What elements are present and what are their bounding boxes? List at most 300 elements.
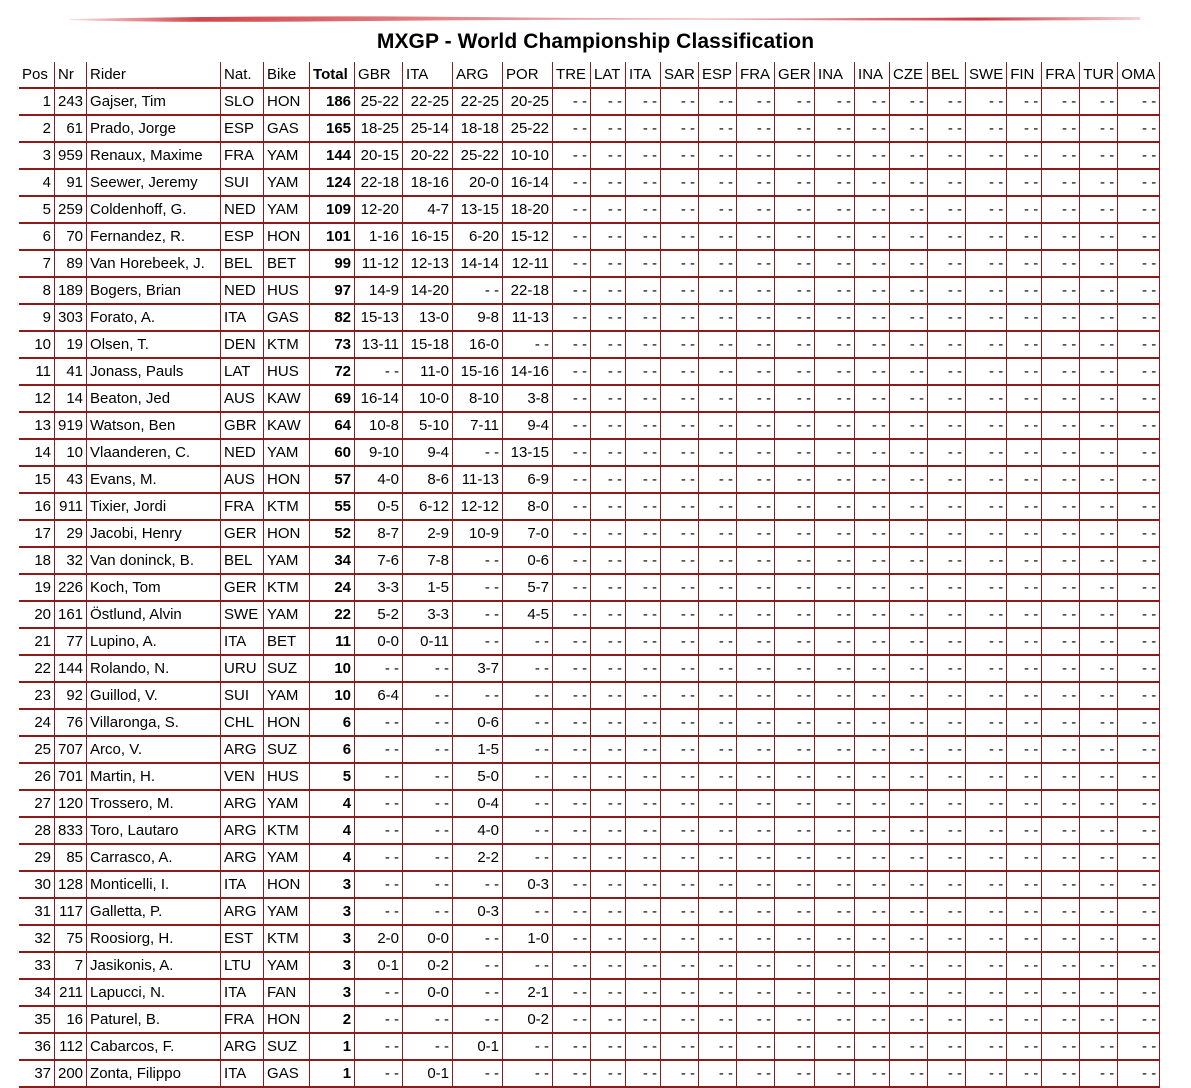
col-total: Total bbox=[310, 62, 355, 89]
table-row bbox=[19, 359, 1160, 386]
pos-cell: 10 bbox=[19, 332, 55, 359]
result-cell: - - bbox=[591, 116, 626, 143]
table-row bbox=[19, 197, 1160, 224]
result-cell: - - bbox=[591, 278, 626, 305]
result-cell: - - bbox=[1007, 251, 1042, 278]
result-cell: - - bbox=[453, 278, 503, 305]
result-cell: - - bbox=[1007, 197, 1042, 224]
result-cell: - - bbox=[928, 926, 966, 953]
result-cell: - - bbox=[626, 359, 661, 386]
rider-cell: Guillod, V. bbox=[87, 683, 221, 710]
result-cell: 22-25 bbox=[453, 89, 503, 116]
result-cell: - - bbox=[1118, 845, 1160, 872]
result-cell: - - bbox=[737, 818, 775, 845]
result-cell: - - bbox=[699, 1007, 737, 1034]
result-cell: - - bbox=[855, 791, 890, 818]
result-cell: - - bbox=[815, 629, 855, 656]
result-cell: - - bbox=[890, 224, 928, 251]
result-cell: - - bbox=[815, 305, 855, 332]
result-cell: - - bbox=[591, 440, 626, 467]
rider-cell: Arco, V. bbox=[87, 737, 221, 764]
col-gp-lat: LAT bbox=[591, 62, 626, 89]
number-cell: 41 bbox=[55, 359, 87, 386]
result-cell: - - bbox=[699, 359, 737, 386]
bike-cell: HUS bbox=[264, 359, 310, 386]
result-cell: - - bbox=[1042, 980, 1080, 1007]
result-cell: - - bbox=[855, 737, 890, 764]
result-cell: - - bbox=[699, 683, 737, 710]
result-cell: - - bbox=[1042, 143, 1080, 170]
result-cell: - - bbox=[403, 1034, 453, 1061]
result-cell: - - bbox=[553, 602, 591, 629]
bike-cell: GAS bbox=[264, 1061, 310, 1088]
result-cell: - - bbox=[626, 1007, 661, 1034]
result-cell: - - bbox=[503, 791, 553, 818]
total-cell: 1 bbox=[310, 1061, 355, 1088]
result-cell: - - bbox=[890, 278, 928, 305]
result-cell: - - bbox=[775, 494, 815, 521]
result-cell: - - bbox=[1118, 872, 1160, 899]
result-cell: - - bbox=[699, 251, 737, 278]
result-cell: - - bbox=[775, 332, 815, 359]
result-cell: 22-25 bbox=[403, 89, 453, 116]
result-cell: - - bbox=[890, 710, 928, 737]
result-cell: - - bbox=[661, 1034, 699, 1061]
pos-cell: 27 bbox=[19, 791, 55, 818]
result-cell: - - bbox=[661, 116, 699, 143]
total-cell: 99 bbox=[310, 251, 355, 278]
result-cell: - - bbox=[890, 440, 928, 467]
result-cell: - - bbox=[1007, 953, 1042, 980]
result-cell: - - bbox=[966, 224, 1007, 251]
result-cell: - - bbox=[855, 926, 890, 953]
result-cell: - - bbox=[890, 467, 928, 494]
result-cell: - - bbox=[553, 521, 591, 548]
nation-cell: NED bbox=[221, 440, 264, 467]
result-cell: - - bbox=[453, 872, 503, 899]
result-cell: - - bbox=[453, 1061, 503, 1088]
result-cell: - - bbox=[1007, 467, 1042, 494]
result-cell: - - bbox=[661, 737, 699, 764]
result-cell: - - bbox=[503, 899, 553, 926]
result-cell: 15-16 bbox=[453, 359, 503, 386]
result-cell: - - bbox=[553, 143, 591, 170]
result-cell: - - bbox=[1042, 656, 1080, 683]
nation-cell: ARG bbox=[221, 737, 264, 764]
result-cell: - - bbox=[737, 575, 775, 602]
result-cell: - - bbox=[890, 386, 928, 413]
result-cell: 0-1 bbox=[453, 1034, 503, 1061]
result-cell: - - bbox=[1042, 116, 1080, 143]
result-cell: - - bbox=[775, 602, 815, 629]
result-cell: - - bbox=[591, 170, 626, 197]
table-row bbox=[19, 683, 1160, 710]
rider-cell: Beaton, Jed bbox=[87, 386, 221, 413]
result-cell: 1-5 bbox=[403, 575, 453, 602]
result-cell: - - bbox=[1118, 926, 1160, 953]
result-cell: - - bbox=[591, 494, 626, 521]
result-cell: - - bbox=[1007, 980, 1042, 1007]
result-cell: - - bbox=[966, 413, 1007, 440]
number-cell: 10 bbox=[55, 440, 87, 467]
result-cell: - - bbox=[890, 170, 928, 197]
table-row bbox=[19, 737, 1160, 764]
result-cell: - - bbox=[1042, 764, 1080, 791]
result-cell: - - bbox=[1118, 170, 1160, 197]
result-cell: - - bbox=[661, 845, 699, 872]
result-cell: - - bbox=[775, 359, 815, 386]
rider-cell: Monticelli, I. bbox=[87, 872, 221, 899]
result-cell: - - bbox=[1007, 548, 1042, 575]
result-cell: - - bbox=[737, 224, 775, 251]
result-cell: - - bbox=[503, 629, 553, 656]
result-cell: - - bbox=[661, 953, 699, 980]
result-cell: 25-14 bbox=[403, 116, 453, 143]
result-cell: - - bbox=[775, 467, 815, 494]
pos-cell: 13 bbox=[19, 413, 55, 440]
result-cell: - - bbox=[1118, 602, 1160, 629]
result-cell: 0-2 bbox=[403, 953, 453, 980]
pos-cell: 18 bbox=[19, 548, 55, 575]
result-cell: - - bbox=[553, 251, 591, 278]
number-cell: 16 bbox=[55, 1007, 87, 1034]
result-cell: - - bbox=[591, 980, 626, 1007]
result-cell: - - bbox=[553, 764, 591, 791]
col-gp-cze: CZE bbox=[890, 62, 928, 89]
result-cell: - - bbox=[591, 629, 626, 656]
result-cell: - - bbox=[661, 548, 699, 575]
result-cell: - - bbox=[855, 1034, 890, 1061]
result-cell: 20-15 bbox=[355, 143, 403, 170]
bike-cell: YAM bbox=[264, 197, 310, 224]
result-cell: - - bbox=[815, 656, 855, 683]
result-cell: - - bbox=[966, 845, 1007, 872]
pos-cell: 32 bbox=[19, 926, 55, 953]
total-cell: 10 bbox=[310, 656, 355, 683]
result-cell: - - bbox=[775, 656, 815, 683]
result-cell: - - bbox=[1118, 791, 1160, 818]
result-cell: 6-4 bbox=[355, 683, 403, 710]
result-cell: - - bbox=[737, 791, 775, 818]
result-cell: - - bbox=[815, 926, 855, 953]
result-cell: - - bbox=[503, 818, 553, 845]
nation-cell: LTU bbox=[221, 953, 264, 980]
result-cell: - - bbox=[1080, 845, 1118, 872]
result-cell: 3-3 bbox=[403, 602, 453, 629]
result-cell: - - bbox=[1080, 710, 1118, 737]
result-cell: - - bbox=[775, 575, 815, 602]
result-cell: - - bbox=[503, 1061, 553, 1088]
rider-cell: Vlaanderen, C. bbox=[87, 440, 221, 467]
nation-cell: ARG bbox=[221, 899, 264, 926]
result-cell: 9-4 bbox=[503, 413, 553, 440]
result-cell: - - bbox=[815, 1034, 855, 1061]
result-cell: - - bbox=[966, 899, 1007, 926]
result-cell: - - bbox=[737, 953, 775, 980]
col-gp-tur: TUR bbox=[1080, 62, 1118, 89]
result-cell: - - bbox=[661, 467, 699, 494]
result-cell: - - bbox=[626, 575, 661, 602]
nation-cell: ITA bbox=[221, 980, 264, 1007]
col-gp-ita: ITA bbox=[626, 62, 661, 89]
result-cell: - - bbox=[453, 440, 503, 467]
result-cell: - - bbox=[928, 710, 966, 737]
result-cell: - - bbox=[1080, 872, 1118, 899]
result-cell: - - bbox=[626, 197, 661, 224]
result-cell: - - bbox=[890, 251, 928, 278]
result-cell: - - bbox=[591, 251, 626, 278]
pos-cell: 36 bbox=[19, 1034, 55, 1061]
result-cell: - - bbox=[815, 440, 855, 467]
result-cell: - - bbox=[626, 278, 661, 305]
result-cell: - - bbox=[737, 440, 775, 467]
nation-cell: BEL bbox=[221, 251, 264, 278]
result-cell: - - bbox=[503, 953, 553, 980]
table-row bbox=[19, 845, 1160, 872]
result-cell: - - bbox=[890, 413, 928, 440]
bike-cell: BET bbox=[264, 629, 310, 656]
result-cell: - - bbox=[1042, 467, 1080, 494]
result-cell: - - bbox=[737, 629, 775, 656]
result-cell: - - bbox=[737, 656, 775, 683]
result-cell: - - bbox=[737, 980, 775, 1007]
result-cell: - - bbox=[661, 386, 699, 413]
result-cell: - - bbox=[403, 899, 453, 926]
result-cell: - - bbox=[855, 332, 890, 359]
rider-cell: Prado, Jorge bbox=[87, 116, 221, 143]
result-cell: - - bbox=[661, 926, 699, 953]
result-cell: - - bbox=[890, 899, 928, 926]
nation-cell: BEL bbox=[221, 548, 264, 575]
result-cell: - - bbox=[626, 629, 661, 656]
result-cell: - - bbox=[1042, 494, 1080, 521]
result-cell: - - bbox=[661, 656, 699, 683]
result-cell: - - bbox=[1042, 224, 1080, 251]
result-cell: 0-6 bbox=[503, 548, 553, 575]
result-cell: - - bbox=[626, 764, 661, 791]
col-gp-gbr: GBR bbox=[355, 62, 403, 89]
result-cell: - - bbox=[815, 818, 855, 845]
result-cell: - - bbox=[775, 143, 815, 170]
result-cell: - - bbox=[403, 737, 453, 764]
number-cell: 243 bbox=[55, 89, 87, 116]
result-cell: - - bbox=[553, 467, 591, 494]
result-cell: - - bbox=[591, 764, 626, 791]
result-cell: 13-15 bbox=[503, 440, 553, 467]
result-cell: - - bbox=[591, 413, 626, 440]
rider-cell: Lapucci, N. bbox=[87, 980, 221, 1007]
result-cell: 7-6 bbox=[355, 548, 403, 575]
result-cell: - - bbox=[699, 575, 737, 602]
result-cell: - - bbox=[966, 305, 1007, 332]
result-cell: - - bbox=[1007, 359, 1042, 386]
table-row bbox=[19, 1007, 1160, 1034]
result-cell: - - bbox=[699, 170, 737, 197]
result-cell: - - bbox=[591, 737, 626, 764]
result-cell: - - bbox=[890, 89, 928, 116]
result-cell: - - bbox=[855, 899, 890, 926]
result-cell: - - bbox=[966, 89, 1007, 116]
result-cell: - - bbox=[553, 224, 591, 251]
bike-cell: KTM bbox=[264, 332, 310, 359]
result-cell: - - bbox=[815, 1007, 855, 1034]
result-cell: - - bbox=[966, 1061, 1007, 1088]
result-cell: - - bbox=[737, 521, 775, 548]
bike-cell: YAM bbox=[264, 602, 310, 629]
number-cell: 77 bbox=[55, 629, 87, 656]
result-cell: - - bbox=[1118, 521, 1160, 548]
nation-cell: EST bbox=[221, 926, 264, 953]
result-cell: - - bbox=[699, 413, 737, 440]
result-cell: - - bbox=[1042, 251, 1080, 278]
result-cell: - - bbox=[661, 791, 699, 818]
result-cell: - - bbox=[591, 926, 626, 953]
result-cell: - - bbox=[966, 710, 1007, 737]
rider-cell: Forato, A. bbox=[87, 305, 221, 332]
result-cell: - - bbox=[591, 845, 626, 872]
result-cell: - - bbox=[699, 872, 737, 899]
result-cell: - - bbox=[1118, 980, 1160, 1007]
rider-cell: Roosiorg, H. bbox=[87, 926, 221, 953]
result-cell: - - bbox=[737, 1061, 775, 1088]
result-cell: - - bbox=[553, 656, 591, 683]
nation-cell: FRA bbox=[221, 143, 264, 170]
result-cell: - - bbox=[928, 737, 966, 764]
result-cell: - - bbox=[966, 386, 1007, 413]
result-cell: - - bbox=[553, 89, 591, 116]
result-cell: - - bbox=[775, 980, 815, 1007]
result-cell: - - bbox=[1007, 386, 1042, 413]
number-cell: 70 bbox=[55, 224, 87, 251]
rider-cell: Gajser, Tim bbox=[87, 89, 221, 116]
total-cell: 144 bbox=[310, 143, 355, 170]
bike-cell: HUS bbox=[264, 278, 310, 305]
bike-cell: YAM bbox=[264, 845, 310, 872]
result-cell: 15-18 bbox=[403, 332, 453, 359]
bike-cell: KTM bbox=[264, 494, 310, 521]
result-cell: 2-2 bbox=[453, 845, 503, 872]
result-cell: - - bbox=[355, 710, 403, 737]
total-cell: 3 bbox=[310, 926, 355, 953]
result-cell: - - bbox=[775, 413, 815, 440]
result-cell: - - bbox=[775, 197, 815, 224]
result-cell: - - bbox=[855, 305, 890, 332]
result-cell: - - bbox=[626, 143, 661, 170]
result-cell: - - bbox=[591, 575, 626, 602]
result-cell: - - bbox=[855, 467, 890, 494]
result-cell: - - bbox=[1080, 1007, 1118, 1034]
result-cell: - - bbox=[855, 953, 890, 980]
result-cell: - - bbox=[1118, 494, 1160, 521]
result-cell: - - bbox=[966, 143, 1007, 170]
result-cell: - - bbox=[1007, 845, 1042, 872]
result-cell: - - bbox=[699, 764, 737, 791]
result-cell: 0-3 bbox=[503, 872, 553, 899]
result-cell: - - bbox=[775, 548, 815, 575]
result-cell: - - bbox=[928, 467, 966, 494]
result-cell: 9-10 bbox=[355, 440, 403, 467]
result-cell: - - bbox=[626, 224, 661, 251]
result-cell: - - bbox=[737, 548, 775, 575]
total-cell: 1 bbox=[310, 1034, 355, 1061]
result-cell: 22-18 bbox=[355, 170, 403, 197]
result-cell: 7-11 bbox=[453, 413, 503, 440]
result-cell: - - bbox=[626, 305, 661, 332]
result-cell: - - bbox=[591, 89, 626, 116]
result-cell: - - bbox=[928, 872, 966, 899]
pos-cell: 22 bbox=[19, 656, 55, 683]
result-cell: 10-0 bbox=[403, 386, 453, 413]
pos-cell: 11 bbox=[19, 359, 55, 386]
result-cell: - - bbox=[890, 845, 928, 872]
total-cell: 3 bbox=[310, 899, 355, 926]
result-cell: - - bbox=[1007, 278, 1042, 305]
result-cell: - - bbox=[815, 575, 855, 602]
col-gp-ina: INA bbox=[855, 62, 890, 89]
result-cell: - - bbox=[1042, 737, 1080, 764]
col-gp-ina: INA bbox=[815, 62, 855, 89]
table-row bbox=[19, 413, 1160, 440]
result-cell: - - bbox=[626, 683, 661, 710]
result-cell: - - bbox=[453, 575, 503, 602]
result-cell: - - bbox=[815, 332, 855, 359]
result-cell: - - bbox=[737, 602, 775, 629]
result-cell: - - bbox=[453, 1007, 503, 1034]
result-cell: - - bbox=[553, 548, 591, 575]
result-cell: - - bbox=[775, 278, 815, 305]
result-cell: - - bbox=[403, 656, 453, 683]
result-cell: - - bbox=[553, 899, 591, 926]
result-cell: - - bbox=[1080, 332, 1118, 359]
result-cell: - - bbox=[737, 710, 775, 737]
pos-cell: 9 bbox=[19, 305, 55, 332]
result-cell: - - bbox=[1042, 791, 1080, 818]
result-cell: - - bbox=[890, 1034, 928, 1061]
result-cell: 8-0 bbox=[503, 494, 553, 521]
result-cell: 13-15 bbox=[453, 197, 503, 224]
total-cell: 186 bbox=[310, 89, 355, 116]
result-cell: - - bbox=[699, 494, 737, 521]
result-cell: - - bbox=[1080, 305, 1118, 332]
result-cell: 11-0 bbox=[403, 359, 453, 386]
result-cell: - - bbox=[1080, 683, 1118, 710]
pos-cell: 33 bbox=[19, 953, 55, 980]
result-cell: - - bbox=[815, 602, 855, 629]
result-cell: 12-13 bbox=[403, 251, 453, 278]
result-cell: - - bbox=[661, 197, 699, 224]
result-cell: - - bbox=[626, 413, 661, 440]
result-cell: - - bbox=[1007, 737, 1042, 764]
result-cell: 0-0 bbox=[403, 926, 453, 953]
result-cell: - - bbox=[503, 764, 553, 791]
result-cell: - - bbox=[928, 764, 966, 791]
result-cell: - - bbox=[815, 467, 855, 494]
col-gp-fra: FRA bbox=[1042, 62, 1080, 89]
total-cell: 3 bbox=[310, 980, 355, 1007]
nation-cell: AUS bbox=[221, 467, 264, 494]
rider-cell: Fernandez, R. bbox=[87, 224, 221, 251]
result-cell: - - bbox=[1080, 386, 1118, 413]
result-cell: 13-11 bbox=[355, 332, 403, 359]
nation-cell: NED bbox=[221, 197, 264, 224]
nation-cell: ARG bbox=[221, 1034, 264, 1061]
result-cell: - - bbox=[591, 656, 626, 683]
total-cell: 72 bbox=[310, 359, 355, 386]
col-rider: Rider bbox=[87, 62, 221, 89]
bike-cell: YAM bbox=[264, 791, 310, 818]
result-cell: - - bbox=[815, 386, 855, 413]
nation-cell: SLO bbox=[221, 89, 264, 116]
